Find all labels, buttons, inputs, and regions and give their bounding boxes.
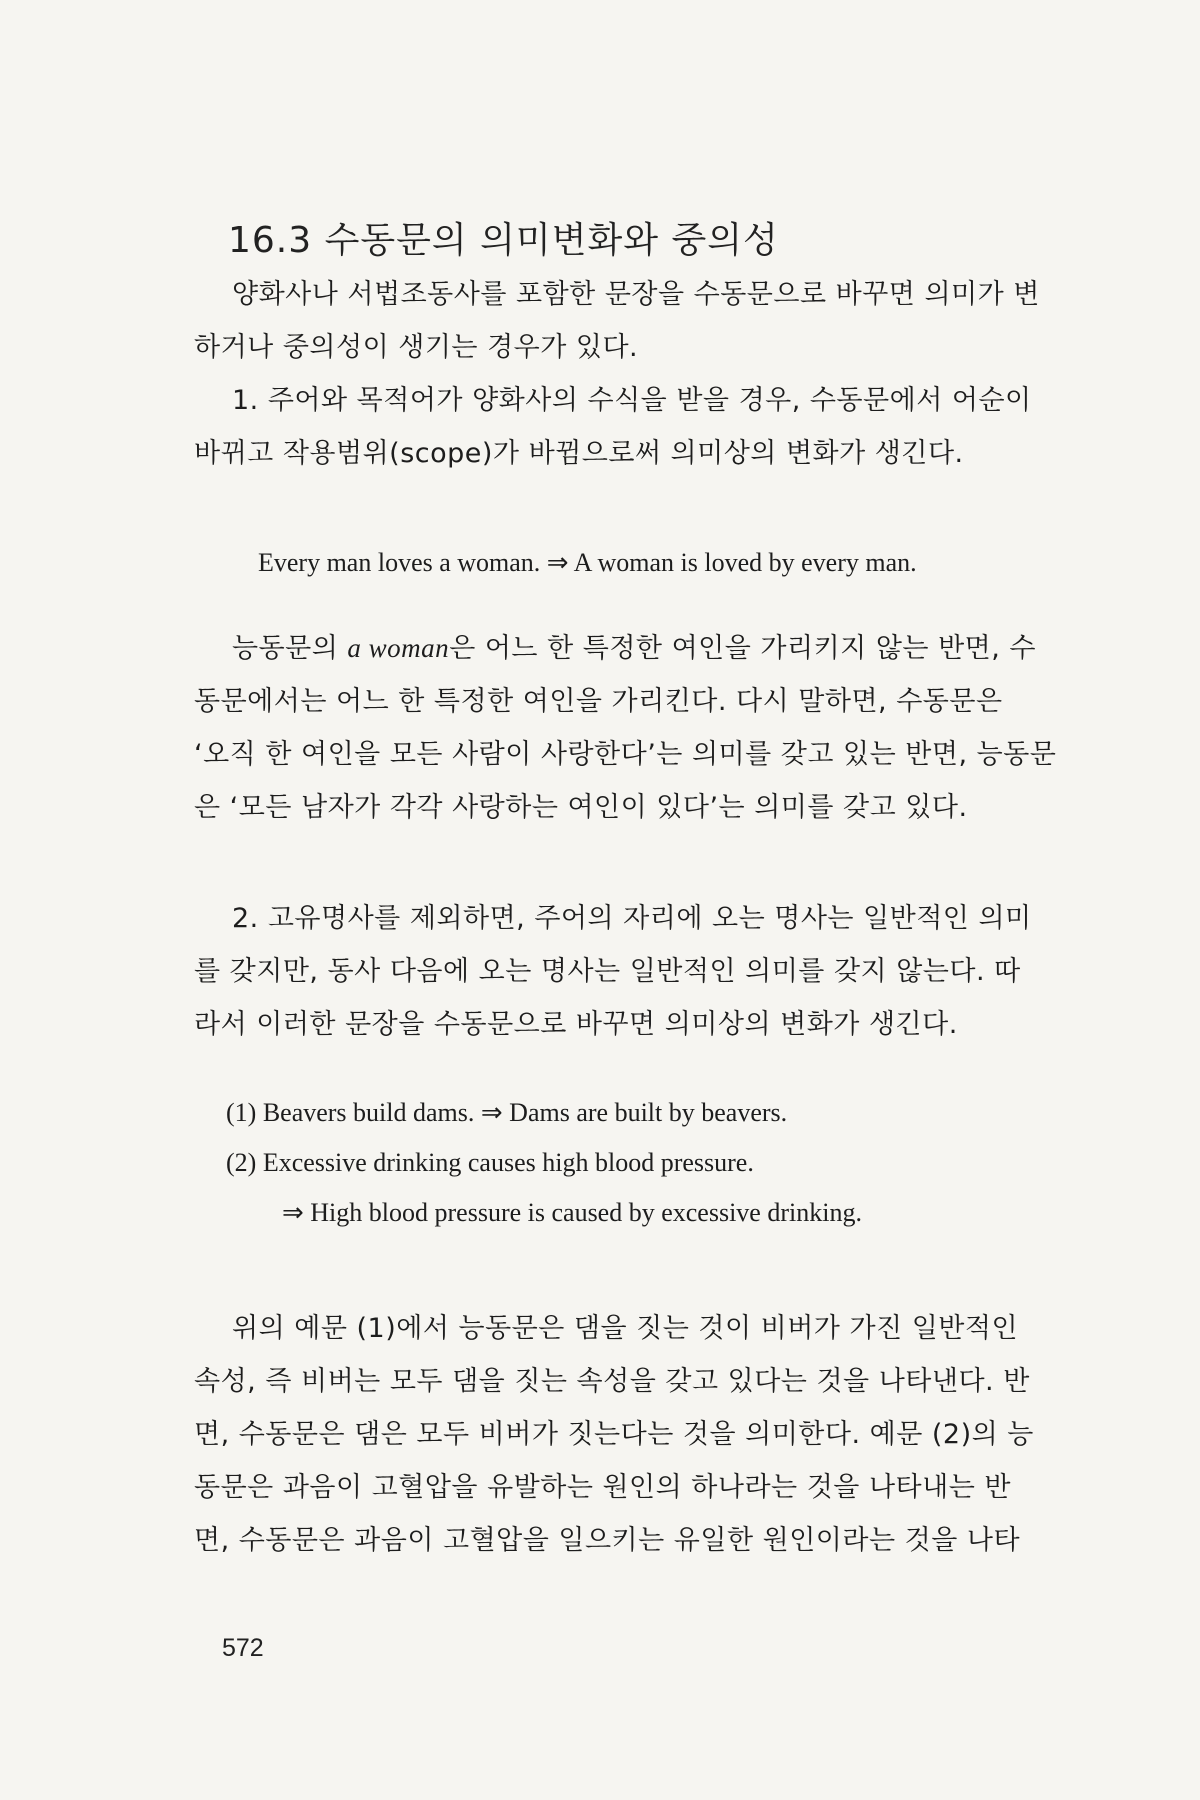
point-2-paragraph — [194, 892, 1074, 1051]
italic-phrase: a woman — [347, 633, 450, 663]
example-sentence-2-2: (2) Excessive drinking causes high blood pressure. — [226, 1148, 754, 1177]
text-line: 면, 수동문은 과음이 고혈압을 일으키는 유일한 원인이라는 것을 나타 — [194, 1525, 1021, 1556]
text-line: 2. 고유명사를 제외하면, 주어의 자리에 오는 명사는 일반적인 의미 — [232, 903, 1032, 934]
text-line: 양화사나 서법조동사를 포함한 문장을 수동문으로 바꾸면 의미가 변 — [232, 279, 1040, 310]
text-fragment: 은 어느 한 특정한 여인을 가리키지 않는 반면, 수 — [449, 633, 1036, 664]
text-line: ‘오직 한 여인을 모든 사람이 사랑한다’는 의미를 갖고 있는 반면, 능동문 — [194, 739, 1057, 770]
text-line: 속성, 즉 비버는 모두 댐을 짓는 속성을 갖고 있다는 것을 나타낸다. 반 — [194, 1366, 1030, 1397]
text-line: 면, 수동문은 댐은 모두 비버가 짓는다는 것을 의미한다. 예문 (2)의 능 — [194, 1419, 1034, 1450]
text-line: 동문은 과음이 고혈압을 유발하는 원인의 하나라는 것을 나타내는 반 — [194, 1472, 1011, 1503]
explanation-paragraph-2 — [194, 1302, 1074, 1567]
explanation-paragraph-1 — [194, 622, 1074, 834]
point-1-paragraph — [194, 374, 1074, 480]
example-sentence-2-2-passive: ⇒ High blood pressure is caused by excessive drinking. — [282, 1198, 862, 1227]
text-line: 동문에서는 어느 한 특정한 여인을 가리킨다. 다시 말하면, 수동문은 — [194, 686, 1003, 717]
example-sentence-1: Every man loves a woman. ⇒ A woman is loved by every man. — [258, 548, 917, 577]
text-line: 위의 예문 (1)에서 능동문은 댐을 짓는 것이 비버가 가진 일반적인 — [232, 1313, 1019, 1344]
text-line: 를 갖지만, 동사 다음에 오는 명사는 일반적인 의미를 갖지 않는다. 따 — [194, 956, 1021, 987]
text-fragment: 능동문의 — [232, 633, 348, 664]
page-number: 572 — [222, 1634, 264, 1662]
text-line: 라서 이러한 문장을 수동문으로 바꾸면 의미상의 변화가 생긴다. — [194, 1009, 958, 1040]
section-heading: 16.3 수동문의 의미변화와 중의성 — [228, 220, 779, 261]
example-sentence-2-1: (1) Beavers build dams. ⇒ Dams are built by beavers. — [226, 1098, 788, 1127]
text-line — [194, 622, 1074, 675]
text-line: 은 ‘모든 남자가 각각 사랑하는 여인이 있다’는 의미를 갖고 있다. — [194, 792, 968, 823]
intro-paragraph — [194, 268, 1074, 374]
text-line: 하거나 중의성이 생기는 경우가 있다. — [194, 332, 639, 363]
text-line: 바뀌고 작용범위(scope)가 바뀜으로써 의미상의 변화가 생긴다. — [194, 438, 964, 469]
text-line: 1. 주어와 목적어가 양화사의 수식을 받을 경우, 수동문에서 어순이 — [232, 385, 1032, 416]
